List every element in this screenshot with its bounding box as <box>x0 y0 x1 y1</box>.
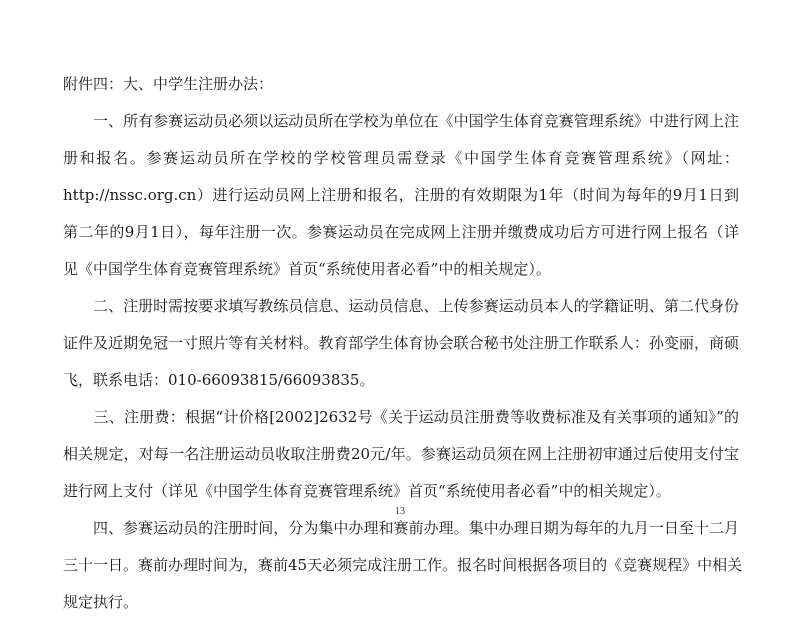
paragraph-4-line-3: 规定执行。 <box>63 593 139 611</box>
attachment-heading: 附件四：大、中学生注册办法： <box>63 75 274 93</box>
paragraph-2-line-2: 证件及近期免冠一寸照片等有关材料。教育部学生体育协会联合秘书处注册工作联系人：孙变丽，商硕 <box>63 334 739 352</box>
paragraph-1-line-1: 一、所有参赛运动员必须以运动员所在学校为单位在《中国学生体育竞赛管理系统》中进行网上注 <box>63 112 739 130</box>
paragraph-3-line-1: 三、注册费：根据“计价格[2002]2632号《关于运动员注册费等收费标准及有关事项的通知》”的 <box>63 408 739 426</box>
paragraph-2-line-1: 二、注册时需按要求填写教练员信息、运动员信息、上传参赛运动员本人的学籍证明、第二代身份 <box>63 297 739 315</box>
document-body <box>63 66 743 621</box>
paragraph-1-line-3: http://nssc.org.cn）进行运动员网上注册和报名，注册的有效期限为1年（时间为每年的9月1日到 <box>63 186 739 204</box>
paragraph-4-line-2: 三十一日。赛前办理时间为，赛前45天必须完成注册工作。报名时间根据各项目的《竞赛规程》中相关 <box>63 556 743 574</box>
paragraph-1-line-4: 第二年的9月1日），每年注册一次。参赛运动员在完成网上注册并缴费成功后方可进行网上报名（详 <box>63 223 739 241</box>
paragraph-3-line-2: 相关规定，对每一名注册运动员收取注册费20元/年。参赛运动员须在网上注册初审通过后使用支付宝 <box>63 445 739 463</box>
page-number: 13 <box>395 506 405 517</box>
paragraph-1-line-5: 见《中国学生体育竞赛管理系统》首页“系统使用者必看”中的相关规定）。 <box>63 260 551 278</box>
paragraph-2-line-3: 飞，联系电话：010-66093815/66093835。 <box>63 371 375 389</box>
paragraph-1-line-2: 册和报名。参赛运动员所在学校的学校管理员需登录《中国学生体育竞赛管理系统》（网址： <box>63 149 739 167</box>
paragraph-4-line-1: 四、参赛运动员的注册时间，分为集中办理和赛前办理。集中办理日期为每年的九月一日至十二月 <box>63 519 739 537</box>
paragraph-3-line-3: 进行网上支付（详见《中国学生体育竞赛管理系统》首页“系统使用者必看”中的相关规定）。 <box>63 482 671 500</box>
